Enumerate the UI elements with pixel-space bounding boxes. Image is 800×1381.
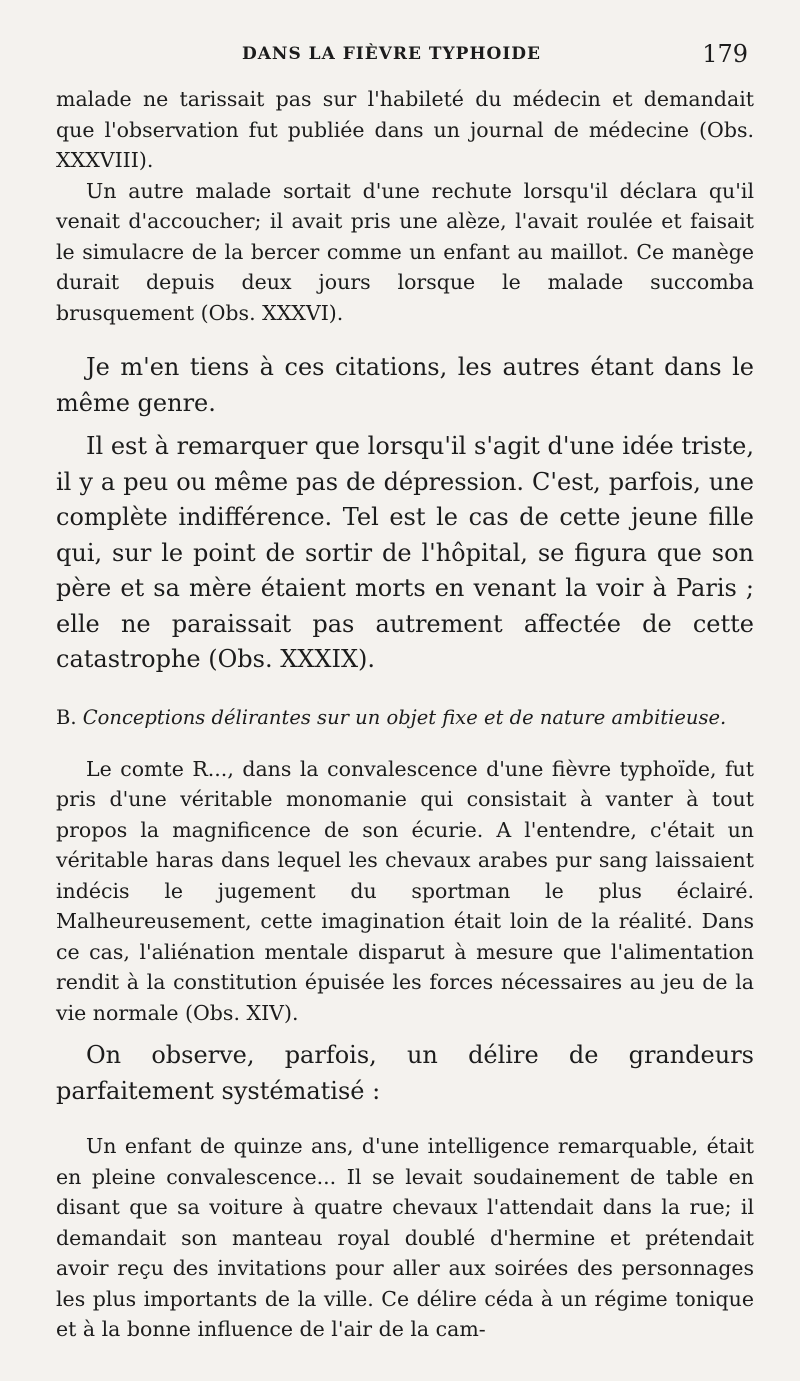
section-title: Conceptions délirantes sur un objet fixe et de nature ambitieuse.: [82, 705, 727, 729]
section-heading: [56, 704, 754, 732]
paragraph-idee-triste: Il est à remarquer que lorsqu'il s'agit d'une idée triste, il y a peu ou même pas de dépression. C'est, parfois, une complète indifférence. Tel est le cas de cette jeune fille qui, sur le point de sortir de l'hôpital, se figura que son père et sa mère étaient morts en venant la voir à Paris ; elle ne paraissait pas autrement affectée de cette catastrophe (Obs. XXXIX).: [56, 432, 754, 673]
paragraph-citations: Je m'en tiens à ces citations, les autres étant dans le même genre.: [56, 353, 754, 417]
running-title: DANS LA FIÈVRE TYPHOIDE: [242, 44, 541, 64]
page-number: 179: [702, 40, 748, 68]
running-header: [56, 36, 754, 84]
paragraph-comte-r: Le comte R..., dans la convalescence d'une fièvre typhoïde, fut pris d'une véritable monomanie qui consistait à vanter à tout propos la magnificence de son écurie. A l'entendre, c'était un véritable haras dans lequel les chevaux arabes pur sang laissaient indécis le jugement du sportman le plus éclairé. Malheureusement, cette imagination était loin de la réalité. Dans ce cas, l'aliénation mentale disparut à mesure que l'alimentation rendit à la constitution épuisée les forces nécessaires au jeu de la vie normale (Obs. XIV).: [56, 756, 754, 1025]
paragraph-delire-grandeurs: On observe, parfois, un délire de grandeurs parfaitement systématisé :: [56, 1041, 754, 1105]
paragraph-obs-xxxviii: malade ne tarissait pas sur l'habileté du médecin et demandait que l'observation fut publiée dans un journal de médecine (Obs. XXXVIII).: [56, 87, 754, 172]
paragraph-obs-xxxvi: Un autre malade sortait d'une rechute lorsqu'il déclara qu'il venait d'accoucher; il avait pris une alèze, l'avait roulée et faisait le simulacre de la bercer comme un enfant au maillot. Ce manège durait depuis deux jours lorsque le malade succomba brusquement (Obs. XXXVI).: [56, 178, 754, 325]
section-letter: B.: [56, 705, 77, 729]
paragraph-enfant-quinze-ans: Un enfant de quinze ans, d'une intelligence remarquable, était en pleine convalescence... Il se levait soudainement de table en disant que sa voiture à quatre chevaux l'attendait dans la rue; il demandait son manteau royal doublé d'hermine et prétendait avoir reçu des invitations pour aller aux soirées des personnages les plus importants de la ville. Ce délire céda à un régime tonique et à la bonne influence de l'air de la cam-: [56, 1134, 754, 1341]
